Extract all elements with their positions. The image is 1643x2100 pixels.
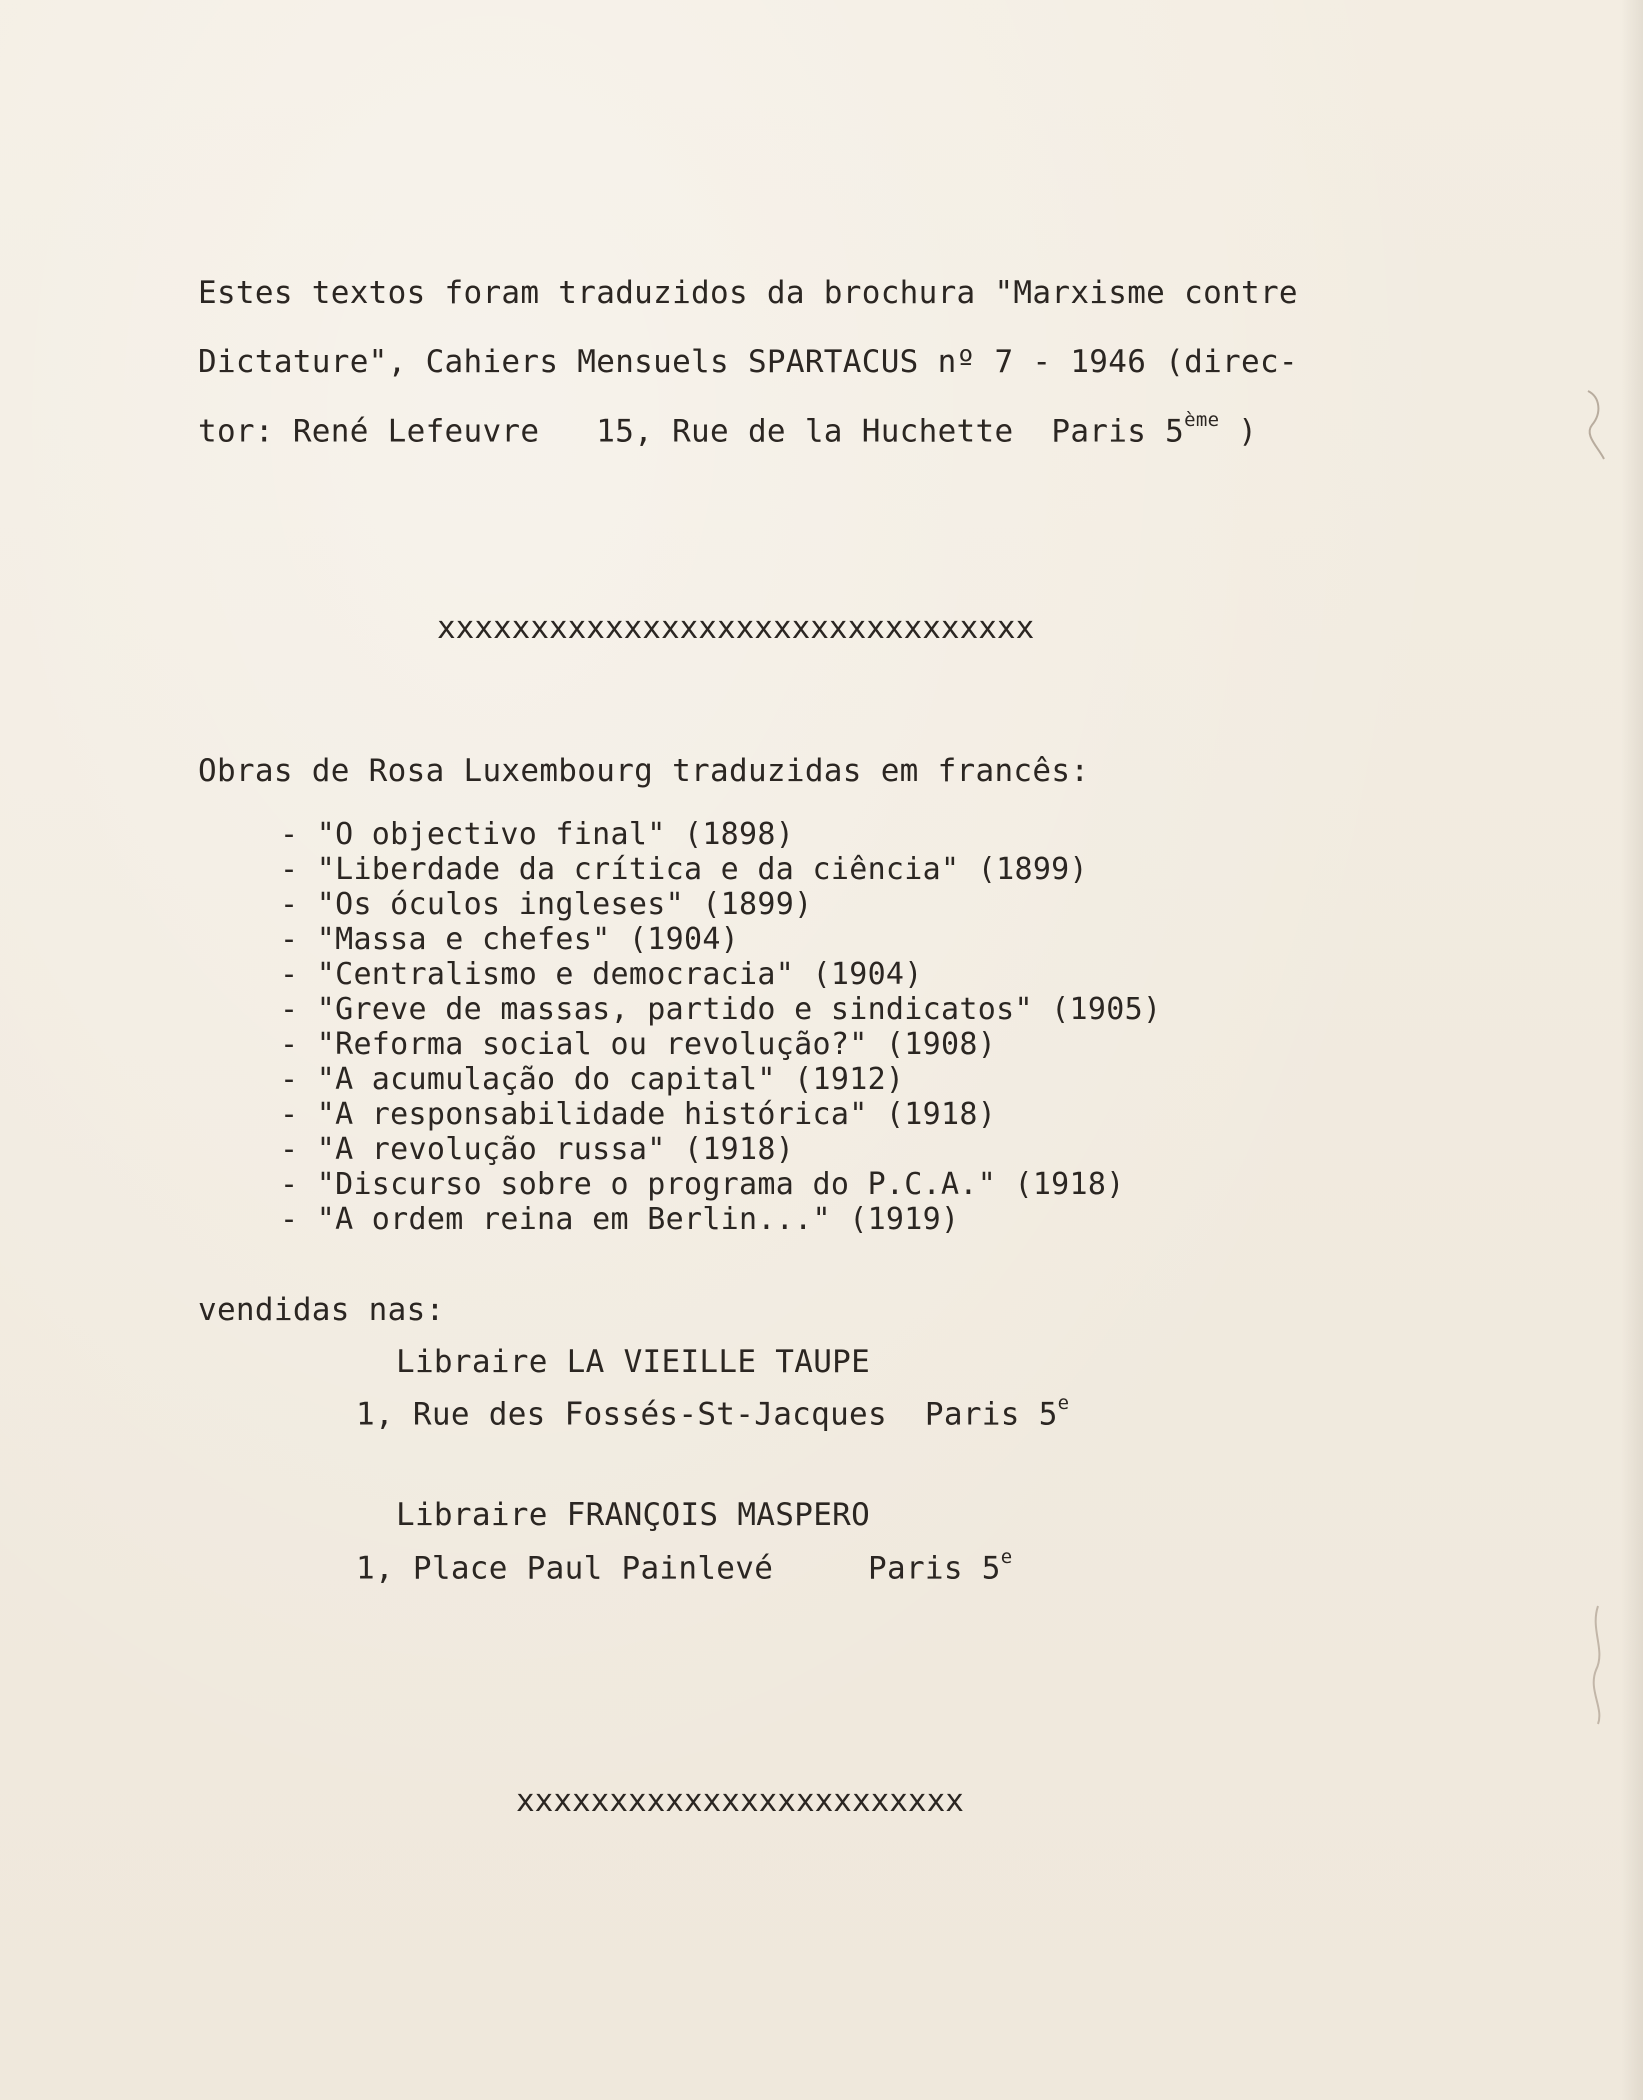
store-2-address-superscript: e bbox=[1000, 1546, 1013, 1568]
list-item: - "A revolução russa" (1918) bbox=[280, 1132, 795, 1167]
list-item: - "Massa e chefes" (1904) bbox=[280, 922, 740, 957]
store-2-address bbox=[356, 1546, 1013, 1587]
list-item: - "Os óculos ingleses" (1899) bbox=[280, 887, 813, 922]
store-2-address-text: 1, Place Paul Painlevé Paris 5 bbox=[356, 1550, 1001, 1587]
sold-at-label: vendidas nas: bbox=[198, 1292, 445, 1328]
margin-pencil-mark bbox=[1580, 385, 1614, 465]
store-1-name: Libraire LA VIEILLE TAUPE bbox=[396, 1344, 871, 1380]
list-item: - "A acumulação do capital" (1912) bbox=[280, 1062, 905, 1097]
works-heading: Obras de Rosa Luxembourg traduzidas em francês: bbox=[198, 753, 1090, 789]
list-item: - "Discurso sobre o programa do P.C.A." (1918) bbox=[280, 1167, 1125, 1202]
list-item: - "O objectivo final" (1898) bbox=[280, 817, 795, 852]
page-edge-shadow bbox=[1621, 0, 1643, 2100]
store-1-address-superscript: e bbox=[1057, 1392, 1070, 1414]
intro-line-3-end: ) bbox=[1219, 413, 1258, 450]
list-item: - "Centralismo e democracia" (1904) bbox=[280, 957, 923, 992]
list-item: - "A ordem reina em Berlin..." (1919) bbox=[280, 1202, 960, 1237]
intro-line-3 bbox=[198, 409, 1258, 450]
intro-line-3-text: tor: René Lefeuvre 15, Rue de la Huchette Paris 5 bbox=[198, 413, 1185, 450]
store-1-address-text: 1, Rue des Fossés-St-Jacques Paris 5 bbox=[356, 1396, 1058, 1433]
list-item: - "Greve de massas, partido e sindicatos" (1905) bbox=[280, 992, 1162, 1027]
store-2-name: Libraire FRANÇOIS MASPERO bbox=[396, 1497, 871, 1533]
store-1-address bbox=[356, 1392, 1070, 1433]
margin-pencil-mark bbox=[1584, 1600, 1614, 1730]
separator-top: xxxxxxxxxxxxxxxxxxxxxxxxxxxxxxxx bbox=[437, 610, 1035, 646]
list-item: - "Liberdade da crítica e da ciência" (1899) bbox=[280, 852, 1088, 887]
list-item: - "A responsabilidade histórica" (1918) bbox=[280, 1097, 997, 1132]
intro-line-3-superscript: ème bbox=[1184, 409, 1220, 431]
separator-bottom: xxxxxxxxxxxxxxxxxxxxxxxx bbox=[516, 1783, 964, 1819]
intro-line-1: Estes textos foram traduzidos da brochura "Marxisme contre bbox=[198, 275, 1298, 311]
list-item: - "Reforma social ou revolução?" (1908) bbox=[280, 1027, 997, 1062]
intro-line-2: Dictature", Cahiers Mensuels SPARTACUS nº 7 - 1946 (direc- bbox=[198, 344, 1298, 380]
